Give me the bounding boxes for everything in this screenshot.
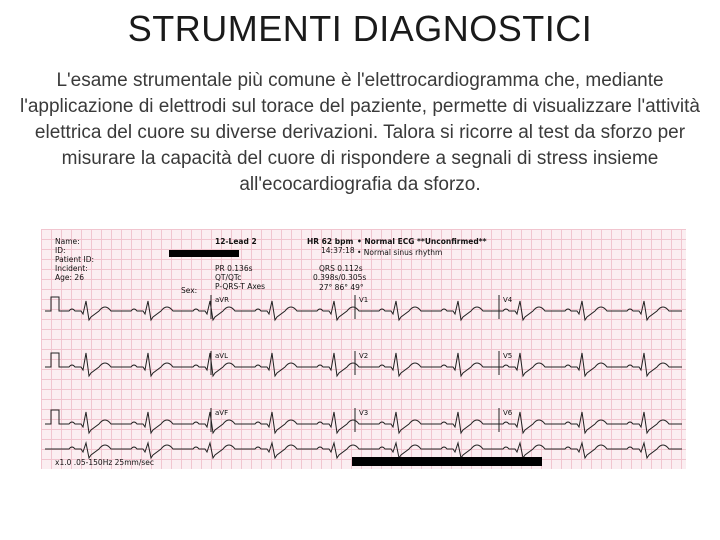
ecg-printout-image <box>41 229 686 469</box>
ecg-footer: x1.0 .05-150Hz 25mm/sec <box>55 458 154 467</box>
lead-label: aVF <box>215 409 229 417</box>
sex-label: Sex: <box>181 286 198 295</box>
patient-info: Name: ID: Patient ID: Incident: Age: 26 <box>55 237 95 282</box>
timestamp: 14:37:18 <box>321 246 355 255</box>
slide-body-text: L'esame strumentale più comune è l'elettrocardiogramma che, mediante l'applicazione di elettrodi sul torace del paziente, permette di visualizzare l'attività elettrica del cuore su diverse derivazioni. Talora si ricorre al test da sforzo per misurare la capacità del cuore di rispondere a segnali di stress insieme all'ecocardiografia da sforzo. <box>19 70 700 195</box>
interpretation-line-1: • Normal ECG **Unconfirmed** <box>357 237 487 246</box>
ecg-traces <box>41 229 686 469</box>
interval-labels: PR 0.136s QT/QTc P-QRS-T Axes <box>215 264 266 291</box>
lead-label: V4 <box>503 296 513 304</box>
lead-label: V6 <box>503 409 513 417</box>
slide-title: STRUMENTI DIAGNOSTICI <box>127 8 593 49</box>
lead-label: aVL <box>215 352 228 360</box>
redaction-bar <box>352 457 542 466</box>
qt-values: 0.398s/0.305s <box>313 273 367 282</box>
axes-values: 27° 86° 49° <box>319 283 364 292</box>
heart-rate: HR 62 bpm <box>307 237 354 246</box>
lead-label: aVR <box>215 296 229 304</box>
redaction-bar <box>169 250 239 257</box>
lead-title: 12-Lead 2 <box>215 237 257 246</box>
lead-label: V1 <box>359 296 369 304</box>
lead-label: V3 <box>359 409 369 417</box>
lead-label: V5 <box>503 352 513 360</box>
ecg-rhythm-strip <box>45 443 682 458</box>
qrs-value: QRS 0.112s <box>319 264 363 273</box>
lead-label: V2 <box>359 352 369 360</box>
interpretation-line-2: • Normal sinus rhythm <box>357 248 443 257</box>
